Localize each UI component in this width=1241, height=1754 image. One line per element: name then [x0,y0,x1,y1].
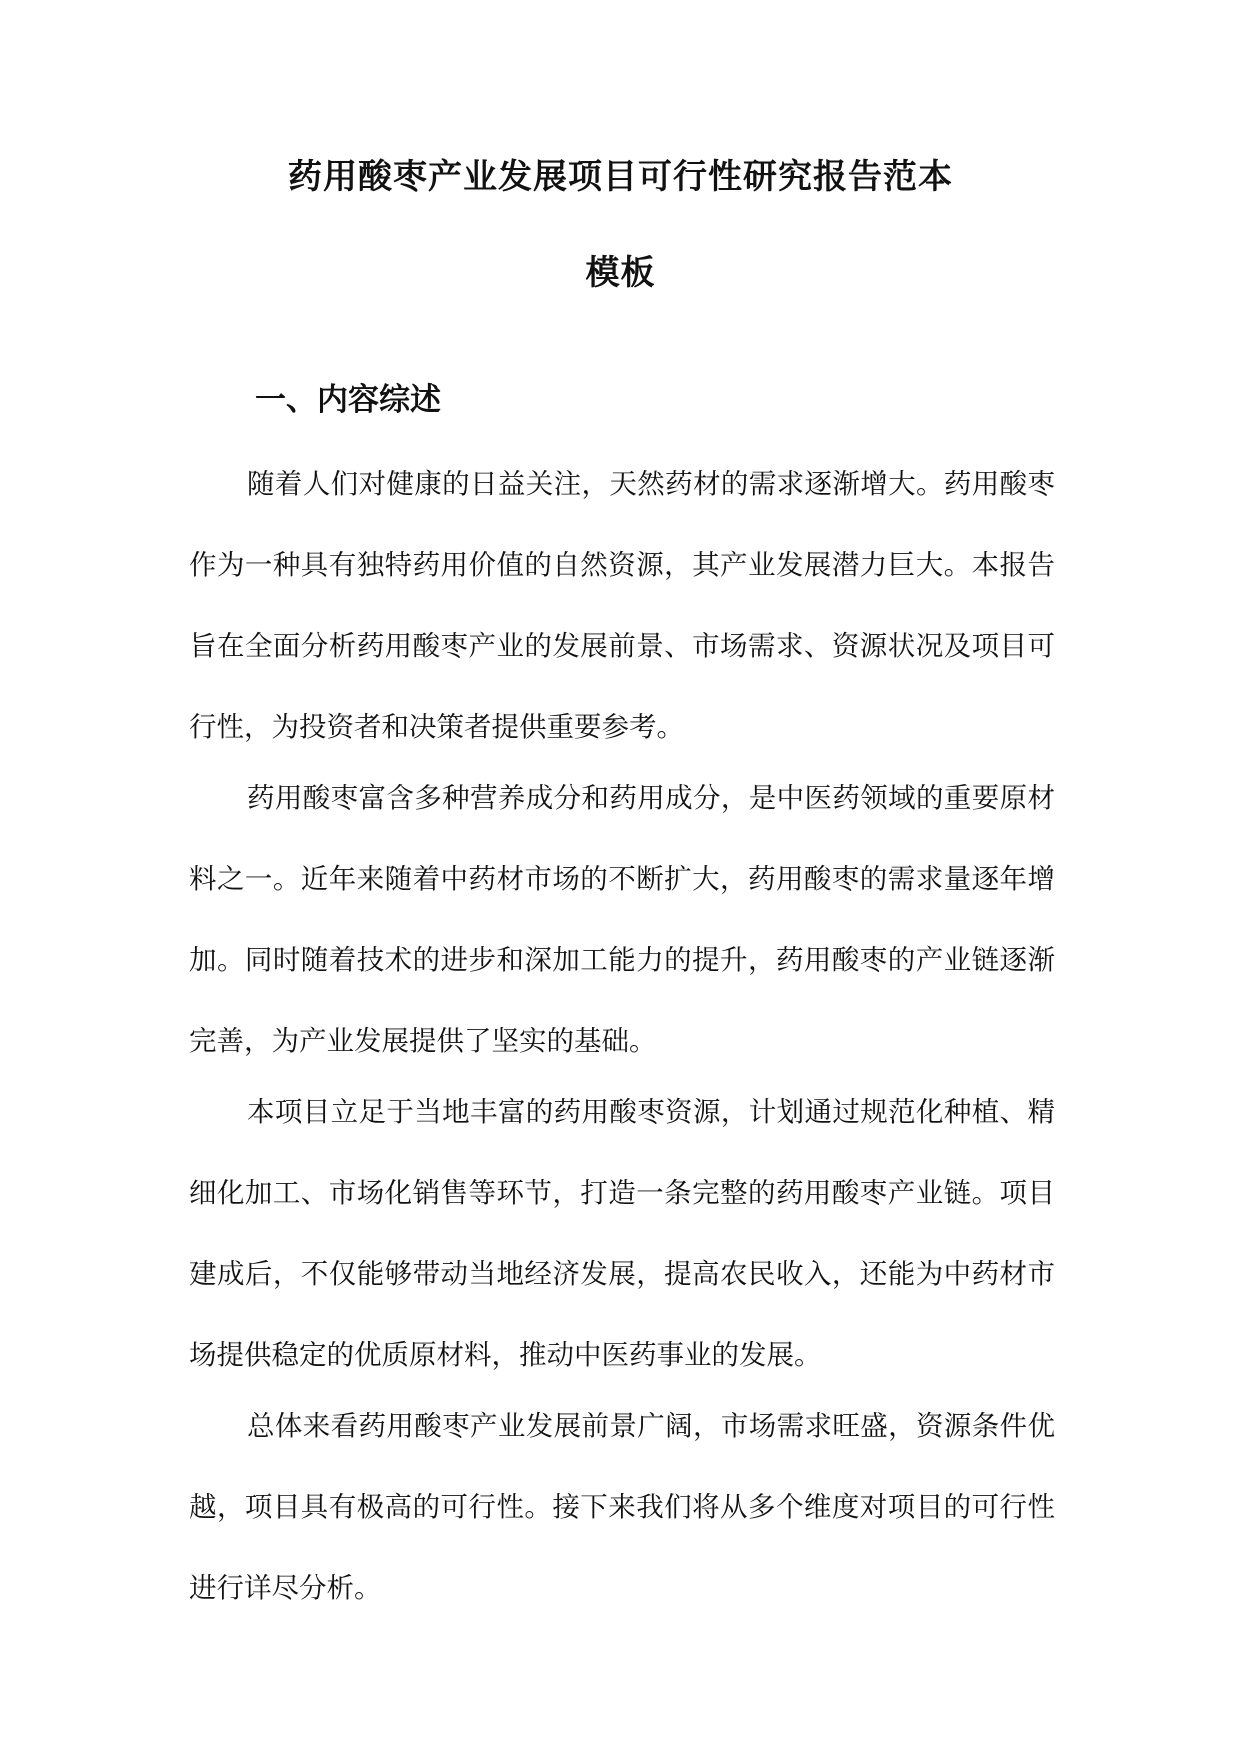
paragraph-3: 本项目立足于当地丰富的药用酸枣资源，计划通过规范化种植、精细化加工、市场化销售等环节，打造一条完整的药用酸枣产业链。项目建成后，不仅能够带动当地经济发展，提高农民收入，还能为中药材市场提供稳定的优质原材料，推动中医药事业的发展。 [189,1096,1055,1371]
paragraph-2: 药用酸枣富含多种营养成分和药用成分，是中医药领域的重要原材料之一。近年来随着中药材市场的不断扩大，药用酸枣的需求量逐年增加。同时随着技术的进步和深加工能力的提升，药用酸枣的产业链逐渐完善，为产业发展提供了坚实的基础。 [189,782,1055,1057]
section-heading-overview: 一、内容综述 [255,382,441,418]
paragraph-4: 总体来看药用酸枣产业发展前景广阔，市场需求旺盛，资源条件优越，项目具有极高的可行性。接下来我们将从多个维度对项目的可行性进行详尽分析。 [189,1410,1055,1604]
document-title-line-2: 模板 [585,253,656,293]
document-title-line-1: 药用酸枣产业发展项目可行性研究报告范本 [288,157,953,197]
paragraph-1: 随着人们对健康的日益关注，天然药材的需求逐渐增大。药用酸枣作为一种具有独特药用价值的自然资源，其产业发展潜力巨大。本报告旨在全面分析药用酸枣产业的发展前景、市场需求、资源状况及项目可行性，为投资者和决策者提供重要参考。 [189,468,1055,743]
